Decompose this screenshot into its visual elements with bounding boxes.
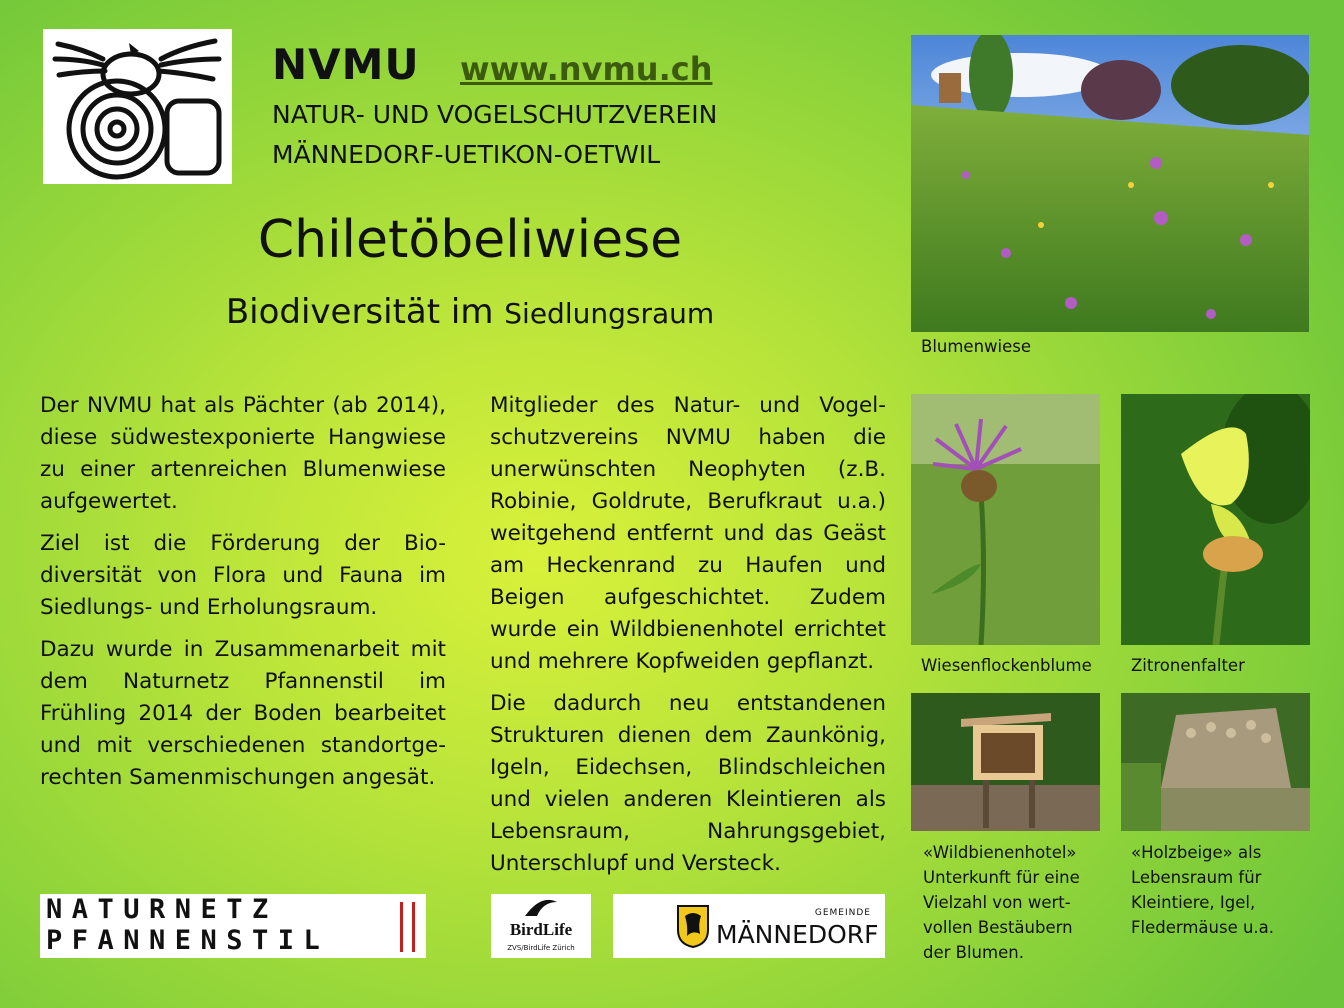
page-title: Chiletöbeliwiese <box>257 210 683 270</box>
text-column-left <box>40 390 446 804</box>
bird-labyrinth-icon <box>43 29 232 184</box>
birdlife-subtext: ZVS/BirdLife Zürich <box>507 944 575 952</box>
page-subtitle <box>0 292 940 332</box>
caption-line: Lebensraum für <box>1131 868 1262 887</box>
naturnetz-text: NATURNETZ <box>46 894 278 925</box>
maennedorf-text: MÄNNEDORF <box>716 920 879 949</box>
gemeinde-text: GEMEINDE <box>814 908 871 918</box>
caption-bee-hotel <box>923 840 1080 965</box>
caption-line: der Blumen. <box>923 943 1024 962</box>
caption-meadow: Blumenwiese <box>921 337 1032 356</box>
caption-line: Unterkunft für eine <box>923 868 1080 887</box>
text-column-right <box>490 390 886 890</box>
logo-red-bar <box>412 902 415 952</box>
org-name-line2: MÄNNEDORF-UETIKON-OETWIL <box>272 140 661 169</box>
butterfly-photo <box>1121 394 1310 645</box>
logo-red-bar <box>400 902 403 952</box>
caption-line: vollen Bestäubern <box>923 918 1073 937</box>
nvmu-logo <box>43 29 232 184</box>
paragraph: Ziel ist die Förderung der Bio-diversität von Flora und Fauna im Siedlungs- und Erholungsraum. <box>40 531 446 620</box>
paragraph: Dazu wurde in Zusammenarbeit mit dem Naturnetz Pfannenstil im Frühling 2014 der Boden bearbeitet und mit verschiedenen standortge-rechten Samenmischungen angesät. <box>40 637 446 790</box>
maennedorf-logo <box>613 894 885 958</box>
subtitle-part2: Siedlungsraum <box>504 297 715 330</box>
paragraph: Die dadurch neu entstandenen Strukturen dienen dem Zaunkönig, Igeln, Eidechsen, Blindschleichen und vielen anderen Kleintieren als Lebensraum, Nahrungsgebiet, Unterschlupf und Versteck. <box>490 691 886 876</box>
website-link[interactable]: www.nvmu.ch <box>460 50 713 88</box>
brand-name: NVMU <box>272 40 420 89</box>
knapweed-photo <box>911 394 1100 645</box>
coat-of-arms-icon <box>676 904 710 948</box>
caption-line: «Wildbienenhotel» <box>923 843 1077 862</box>
birdlife-text: BirdLife <box>509 920 573 939</box>
meadow-photo <box>911 35 1309 332</box>
birdlife-logo <box>491 894 591 958</box>
woodpile-photo <box>1121 693 1310 831</box>
paragraph: Der NVMU hat als Pächter (ab 2014), diese südwestexponierte Hangwiese zu einer artenreichen Blumenwiese aufgewertet. <box>40 393 446 514</box>
caption-line: «Holzbeige» als <box>1131 843 1262 862</box>
bee-hotel-photo <box>911 693 1100 831</box>
subtitle-part1: Biodiversität im <box>225 292 505 332</box>
org-name-line1: NATUR- UND VOGELSCHUTZVEREIN <box>272 100 718 129</box>
naturnetz-logo <box>40 894 426 958</box>
caption-knapweed: Wiesenflockenblume <box>921 656 1092 675</box>
caption-woodpile <box>1131 840 1274 940</box>
caption-line: Vielzahl von wert- <box>923 893 1071 912</box>
caption-line: Fledermäuse u.a. <box>1131 918 1275 937</box>
paragraph: Mitglieder des Natur- und Vogel-schutzvereins NVMU haben die unerwünschten Neophyten (z.B. Robinie, Goldrute, Berufkraut u.a.) weitgehend entfernt und das Geäst am Heckenrand zu Haufen und Beigen aufgeschichtet. Zudem wurde ein Wildbienenhotel errichtet und mehrere Kopfweiden gepflanzt. <box>490 393 886 674</box>
pfannenstil-text: PFANNENSTIL <box>46 925 330 956</box>
caption-line: Kleintiere, Igel, <box>1131 893 1256 912</box>
birdlife-bird-icon <box>523 898 559 920</box>
caption-butterfly: Zitronenfalter <box>1131 656 1245 675</box>
